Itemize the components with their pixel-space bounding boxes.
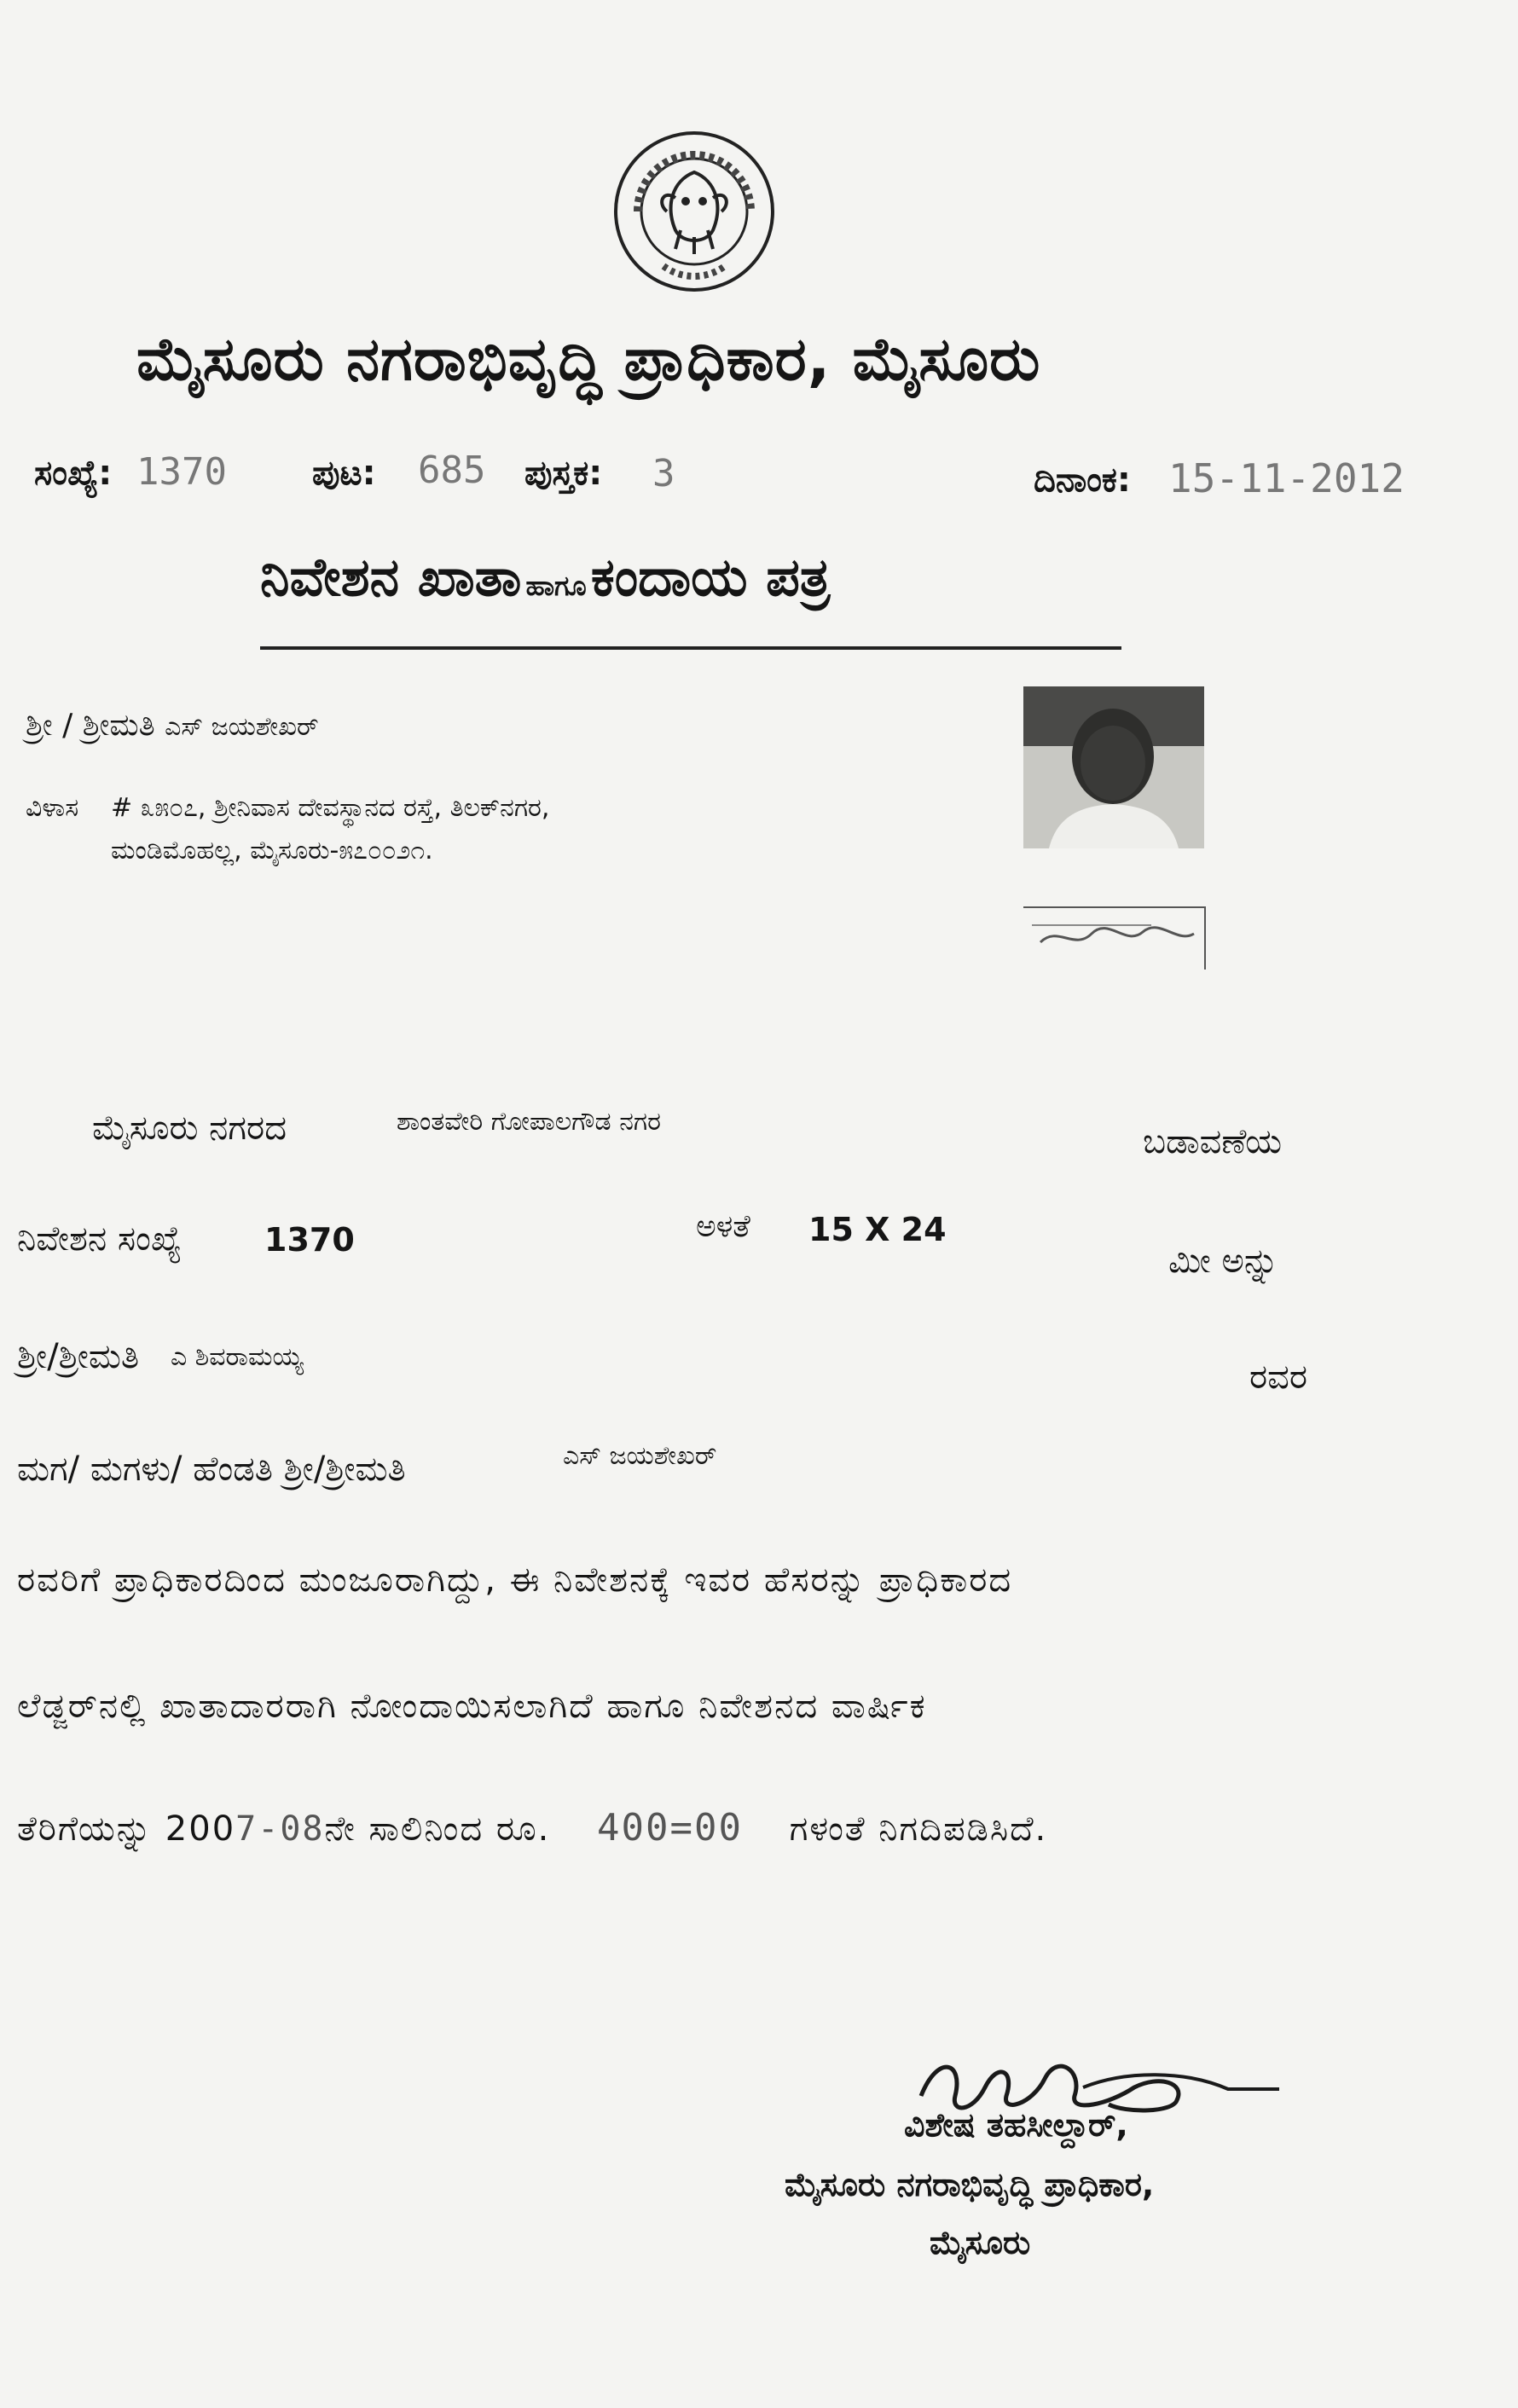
owner-suffix: ರವರ (1249, 1357, 1307, 1397)
photo-signature-area (1023, 906, 1206, 970)
addressee-prefix: ಶ್ರೀ / ಶ್ರೀಮತಿ (26, 708, 155, 743)
subtitle-part1: ನಿವೇಶನ ಖಾತಾ (260, 546, 522, 608)
signatory-authority: ಮೈಸೂರು ನಗರಾಭಿವೃದ್ಧಿ ಪ್ರಾಧಿಕಾರ, (785, 2166, 1155, 2203)
book-value: 3 (652, 452, 675, 495)
layout-name: ಶಾಂತವೇರಿ ಗೋಪಾಲಗೌಡ ನಗರ (397, 1107, 661, 1137)
subtitle-part2: ಕಂದಾಯ ಪತ್ರ (590, 546, 831, 608)
person-photo-icon (1023, 686, 1204, 848)
amount-handwritten: 400=00 (597, 1806, 743, 1849)
layout-suffix: ಬಡಾವಣೆಯ (1143, 1122, 1283, 1161)
number-label: ಸಂಖ್ಯೆ: (34, 454, 113, 493)
date-value: 15-11-2012 (1168, 455, 1405, 501)
document-title: ಮೈಸೂರು ನಗರಾಭಿವೃದ್ಧಿ ಪ್ರಾಧಿಕಾರ, ಮೈಸೂರು (136, 324, 1041, 394)
measurement-unit: ಮೀ ಅನ್ನು (1168, 1242, 1279, 1281)
page-value: 685 (418, 449, 486, 492)
paragraph-line2: ಲೆಡ್ಜರ್‌ನಲ್ಲಿ ಖಾತಾದಾರರಾಗಿ ನೋಂದಾಯಿಸಲಾಗಿದೆ ಹಾಗೂ ನಿವೇಶನದ ವಾರ್ಷಿಕ (17, 1687, 927, 1726)
paragraph-line3-end: ಗಳಂತೆ ನಿಗದಿಪಡಿಸಿದೆ. (789, 1809, 1048, 1849)
relation-name: ಎಸ್ ಜಯಶೇಖರ್ (563, 1441, 717, 1471)
number-value: 1370 (136, 450, 227, 494)
owner-photo (1023, 686, 1204, 848)
subtitle-connector: ಹಾಗೂ (525, 570, 587, 602)
address-label: ವಿಳಾಸ (26, 793, 79, 823)
address-line1: # ೩೫೦೭, ಶ್ರೀನಿವಾಸ ದೇವಸ್ಥಾನದ ರಸ್ತೆ, ತಿಲಕ್‌ನಗರ, (111, 793, 550, 823)
paragraph-line1: ರವರಿಗೆ ಪ್ರಾಧಿಕಾರದಿಂದ ಮಂಜೂರಾಗಿದ್ದು, ಈ ನಿವೇಶನಕ್ಕೆ ಇವರ ಹೆಸರನ್ನು ಪ್ರಾಧಿಕಾರದ (17, 1560, 1013, 1600)
owner-prefix: ಶ್ರೀ/ಶ್ರೀಮತಿ (17, 1337, 140, 1376)
photo-signature-icon (1023, 908, 1204, 970)
book-label: ಪುಸ್ತಕ: (524, 454, 603, 493)
page-label: ಪುಟ: (312, 454, 376, 493)
measurement-value: 15 X 24 (808, 1211, 947, 1248)
date-label: ದಿನಾಂಕ: (1034, 460, 1131, 500)
paragraph-line3-start: ತೆರಿಗೆಯನ್ನು 200 (17, 1809, 236, 1849)
addressee-line (26, 708, 319, 744)
address-line2: ಮಂಡಿಮೊಹಲ್ಲ, ಮೈಸೂರು-೫೭೦೦೨೧. (111, 836, 433, 865)
signatory-designation: ವಿಶೇಷ ತಹಸೀಲ್ದಾರ್, (904, 2106, 1128, 2144)
subtitle-underline (260, 646, 1121, 650)
paragraph-line3 (17, 1806, 1047, 1849)
year-handwritten: 7-08 (235, 1809, 325, 1849)
authority-seal-icon (612, 130, 776, 293)
signatory-city: ಮೈಸೂರು (930, 2224, 1031, 2261)
site-number-label: ನಿವೇಶನ ಸಂಖ್ಯೆ (17, 1219, 183, 1259)
addressee-name: ಎಸ್ ಜಯಶೇಖರ್ (165, 712, 319, 742)
site-number: 1370 (264, 1221, 355, 1259)
owner-name: ಎ ಶಿವರಾಮಯ್ಯ (171, 1342, 304, 1372)
relation-prefix: ಮಗ/ ಮಗಳು/ ಹೆಂಡತಿ ಶ್ರೀ/ಶ್ರೀಮತಿ (17, 1450, 406, 1489)
paragraph-line3-mid: ನೇ ಸಾಲಿನಿಂದ ರೂ. (324, 1809, 551, 1849)
document-subtitle (260, 546, 830, 609)
measurement-label: ಅಳತೆ (696, 1209, 750, 1244)
city-text: ಮೈಸೂರು ನಗರದ (92, 1108, 287, 1148)
